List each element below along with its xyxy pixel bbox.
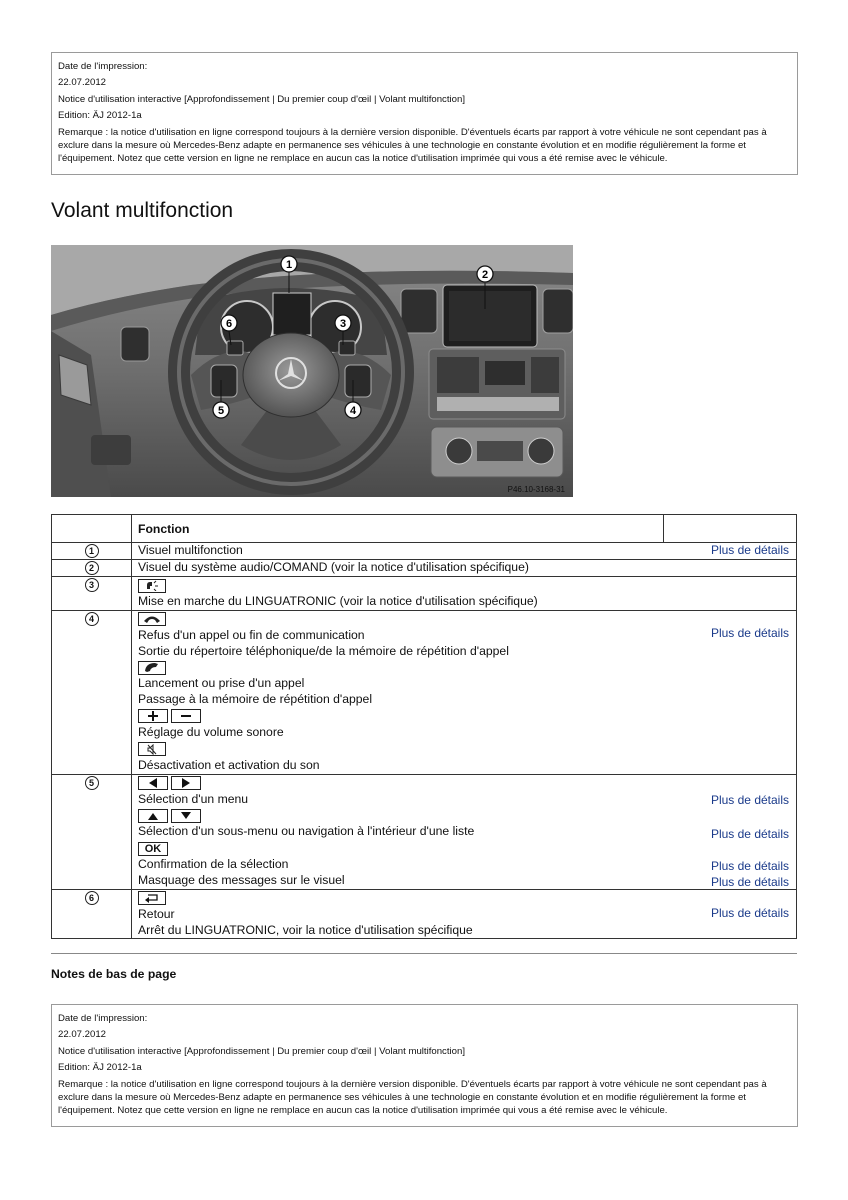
notes-heading: Notes de bas de page (51, 967, 177, 981)
function-header: Fonction (132, 515, 664, 543)
table-row (52, 889, 797, 939)
callout-3 (335, 315, 351, 331)
remark: Remarque : la notice d'utilisation en ligne correspond toujours à la dernière version disponible. D'éventuels écarts par rapport à votre véhicule ne sont cependant pas à exclure dans la mesure où Mercedes-Benz adapte en permanence ses véhicules à une technologie en constante évolution et en modifie régulièrement la forme et l'équipement. Notez que cette version en ligne ne remplace en aucun cas la notice d'utilisation imprimée qui vous a été remise avec le véhicule. (58, 1078, 767, 1117)
table-header-row (52, 515, 797, 543)
callout-4 (345, 402, 361, 418)
print-date-label: Date de l'impression: (58, 61, 148, 72)
page-title: Volant multifonction (51, 199, 234, 222)
arrow-up-icon (138, 809, 168, 823)
row-number: 3 (85, 578, 99, 592)
table-row (52, 560, 797, 577)
arrow-right-icon (171, 776, 201, 790)
row-text: Retour (138, 906, 175, 921)
remark: Remarque : la notice d'utilisation en ligne correspond toujours à la dernière version disponible. D'éventuels écarts par rapport à votre véhicule ne sont cependant pas à exclure dans la mesure où Mercedes-Benz adapte en permanence ses véhicules à une technologie en constante évolution et en modifie régulièrement la forme et l'équipement. Notez que cette version en ligne ne remplace en aucun cas la notice d'utilisation imprimée qui vous a été remise avec le véhicule. (58, 126, 767, 165)
row-number: 1 (85, 544, 99, 558)
more-details-link[interactable]: Plus de détails (710, 625, 789, 640)
figure-code: P46.10-3168-31 (507, 485, 565, 494)
edition: Edition: ÄJ 2012-1a (58, 1062, 142, 1074)
row-text: Visuel du système audio/COMAND (voir la notice d'utilisation spécifique) (138, 560, 529, 574)
print-date: 22.07.2012 (58, 1029, 107, 1041)
row-number: 4 (85, 612, 99, 626)
svg-text:2: 2 (481, 269, 489, 281)
svg-text:1: 1 (285, 259, 293, 271)
svg-text:5: 5 (217, 405, 225, 417)
edition: Edition: ÄJ 2012-1a (58, 110, 142, 122)
function-table (51, 514, 797, 939)
print-info-box-footer (51, 1004, 798, 1127)
callout-1 (281, 256, 297, 272)
voice-icon (138, 579, 166, 593)
ok-key: OK (138, 842, 168, 856)
row-text: Réglage du volume sonore (138, 724, 284, 739)
separator (51, 953, 797, 954)
print-info-box (51, 52, 798, 175)
table-row (52, 774, 797, 889)
callout-6 (221, 315, 237, 331)
svg-text:3: 3 (339, 318, 347, 330)
more-details-link[interactable]: Plus de détails (710, 826, 789, 841)
more-details-link[interactable]: Plus de détails (710, 858, 789, 873)
row-text: Sortie du répertoire téléphonique/de la mémoire de répétition d'appel (138, 643, 509, 658)
more-details-link[interactable]: Plus de détails (710, 543, 789, 557)
document-path: Notice d'utilisation interactive [Approfondissement | Du premier coup d'œil | Volant multifonction] (58, 93, 465, 105)
table-row (52, 543, 797, 560)
hang-up-icon (138, 612, 166, 626)
row-text: Visuel multifonction (138, 543, 243, 557)
arrow-left-icon (138, 776, 168, 790)
row-text: Mise en marche du LINGUATRONIC (voir la notice d'utilisation spécifique) (138, 594, 538, 608)
row-text: Sélection d'un sous-menu ou navigation à l'intérieur d'une liste (138, 824, 475, 839)
table-row (52, 577, 797, 611)
plus-icon (138, 709, 168, 723)
row-text: Lancement ou prise d'un appel (138, 676, 305, 691)
mute-icon (138, 742, 166, 756)
row-number: 5 (85, 776, 99, 790)
row-text: Passage à la mémoire de répétition d'appel (138, 692, 373, 707)
callout-2 (477, 266, 493, 282)
svg-text:6: 6 (225, 318, 233, 330)
svg-text:4: 4 (349, 405, 357, 417)
row-text: Arrêt du LINGUATRONIC, voir la notice d'utilisation spécifique (138, 922, 473, 937)
more-details-link[interactable]: Plus de détails (710, 874, 789, 889)
row-number: 6 (85, 891, 99, 905)
table-row (52, 610, 797, 774)
row-text: Confirmation de la sélection (138, 857, 289, 872)
more-details-link[interactable]: Plus de détails (710, 905, 789, 920)
print-date-label: Date de l'impression: (58, 1013, 148, 1024)
row-number: 2 (85, 561, 99, 575)
row-text: Désactivation et activation du son (138, 757, 320, 772)
back-icon (138, 891, 166, 905)
more-details-link[interactable]: Plus de détails (710, 792, 789, 807)
document-path: Notice d'utilisation interactive [Approfondissement | Du premier coup d'œil | Volant multifonction] (58, 1045, 465, 1057)
steering-wheel-figure (51, 245, 573, 497)
row-text: Refus d'un appel ou fin de communication (138, 627, 365, 642)
print-date: 22.07.2012 (58, 77, 107, 89)
callout-5 (213, 402, 229, 418)
phone-icon (138, 661, 166, 675)
cockpit-illustration (51, 245, 573, 497)
minus-icon (171, 709, 201, 723)
row-text: Masquage des messages sur le visuel (138, 872, 345, 887)
arrow-down-icon (171, 809, 201, 823)
row-text: Sélection d'un menu (138, 791, 249, 806)
